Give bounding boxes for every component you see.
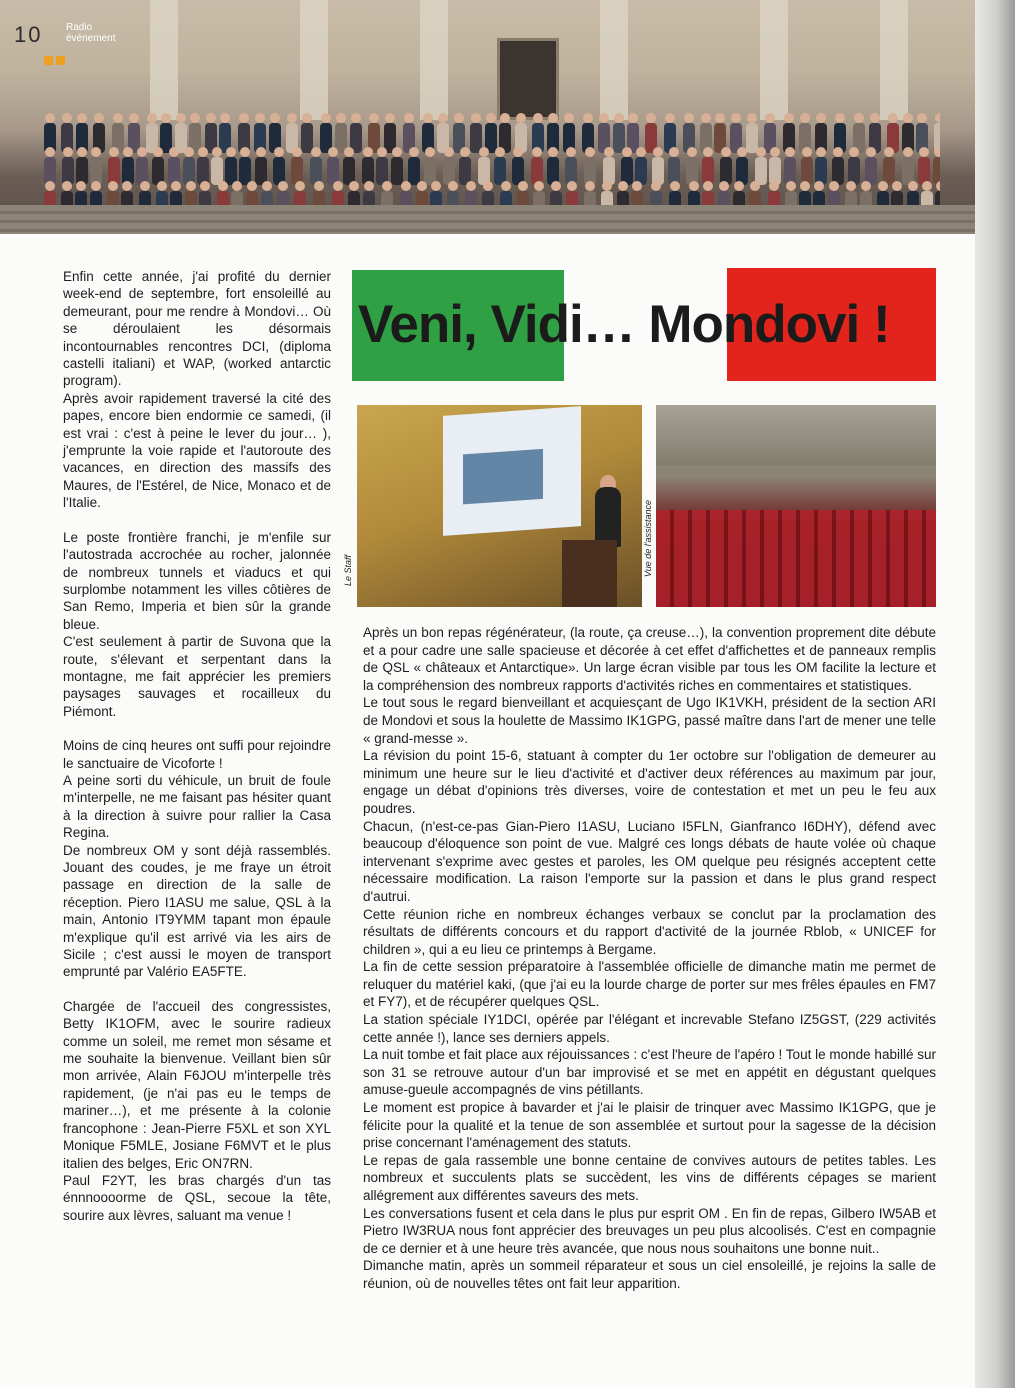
section-subtitle: événement [66, 33, 116, 44]
paragraph: Les conversations fusent et cela dans le plus pur esprit OM . En fin de repas, Gilbero IW5AB et Pietro IW3RUA nous font apprécier des breuvages un peu plus alcoolisés. C'est en compagnie de ce dernier et à une heure très avancée, que nous nous souhaitons une bonne nuit.. [363, 1205, 936, 1256]
paragraph: Le poste frontière franchi, je m'enfile sur l'autostrada accrochée au rocher, jalonnée de nombreux tunnels et viaducs et qui surplombe notamment les villes côtières de San Remo, Imperia et bien sûr la grande bleue. [63, 529, 331, 632]
article-column-right [363, 624, 936, 1293]
paragraph: Le moment est propice à bavarder et j'ai le plaisir de trinquer avec Massimo IK1GPG, que je félicite pour la qualité et la tenue de son assemblée et surtout pour la sagesse de la décision prise concernant l'aménagement des statuts. [363, 1100, 936, 1151]
speaker-figure [595, 487, 621, 547]
stairs [0, 205, 975, 234]
section-name: Radio [66, 22, 93, 33]
page-edge-shadow [975, 0, 1015, 1388]
staff-photo [357, 405, 642, 607]
orange-squares-decoration [44, 52, 68, 70]
projection-screen [443, 406, 581, 536]
paragraph: La nuit tombe et fait place aux réjouissances : c'est l'heure de l'apéro ! Tout le monde habillé sur son 31 se retrouve autour d'un bar improvisé et se met en appétit en dégustant quelques amuse-gueule accompagnés de vins pétillants. [363, 1047, 936, 1098]
article-column-left [63, 268, 331, 1224]
paragraph: Moins de cinq heures ont suffi pour rejoindre le sanctuaire de Vicoforte ! [63, 738, 331, 771]
paragraph: A peine sorti du véhicule, un bruit de foule m'interpelle, ne me faisant pas hésiter quant à la direction à suivre pour rallier la Casa Regina. [63, 772, 331, 841]
photo-caption-audience: Vue de l'assistance [643, 500, 653, 578]
red-seats [656, 510, 936, 607]
section-label [66, 22, 115, 44]
crowd-illustration [40, 95, 940, 220]
page-number: 10 [14, 22, 43, 47]
paragraph: Cette réunion riche en nombreux échanges verbaux se conclut par la proclamation des résultats de différents concours et du rapport d'activité de la journée Rblob, « UNICEF for children », qui a eu lieu ce printemps à Bergame. [363, 906, 936, 957]
paragraph: Le tout sous le regard bienveillant et acquiesçant de Ugo IK1VKH, président de la section ARI de Mondovi et sous la houlette de Massimo IK1GPG, passé maître dans l'art de mener une telle « grand-messe ». [363, 695, 936, 746]
paragraph: Après avoir rapidement traversé la cité des papes, encore bien endormie ce samedi, (il est vrai : c'est à peine le lever du jour… ), j'emprunte la voie rapide et l'autoroute des vacances, en direction des massifs des Maures, de l'Estérel, de Nice, Monaco et de l'Italie. [63, 390, 331, 511]
paragraph: Paul F2YT, les bras chargés d'un tas énnnoooorme de QSL, secoue la tête, sourire aux lèvres, saluant ma venue ! [63, 1172, 331, 1223]
article-title: Veni, Vidi… Mondovi ! [358, 295, 890, 354]
paragraph: Après un bon repas régénérateur, (la route, ça creuse…), la convention proprement dite débute et a pour cadre une salle spacieuse et décorée à cet effet d'affichettes et de panneaux remplis de QSL « châteaux et Antarctique». Un large écran visible par tous les OM facilite la lecture et la compréhension des nombreux rapports d'activités riches en commentaires et statistiques. [363, 625, 936, 693]
paragraph: De nombreux OM y sont déjà rassemblés. Jouant des coudes, je me fraye un étroit passage en direction de la salle de réception. Piero I1ASU me salue, QSL à la main, Antonio IT9YMM tapant mon épaule m'explique qu'il est arrivé via les airs de Sicile ; c'est aussi le moyen de transport emprunté par Valério EA5FTE. [63, 842, 331, 980]
podium [562, 540, 617, 607]
paragraph: Le repas de gala rassemble une bonne centaine de convives autours de petites tables. Les nombreux et succulents plats se succèdent, les vins de différents cépages se marient allégrement aux différentes saveurs des mets. [363, 1152, 936, 1203]
photo-caption-staff: Le Staff [343, 555, 353, 587]
paragraph: Dimanche matin, après un sommeil réparateur et sous un ciel ensoleillé, je rejoins la salle de réunion, où de nouvelles têtes ont fait leur apparition. [363, 1258, 936, 1291]
paragraph: La fin de cette session préparatoire à l'assemblée officielle de dimanche matin me permet de reluquer du matériel kaki, (que j'ai eu la lourde charge de porter sur mes frêles épaules en FM7 et FY7), et de récupérer quelques QSL. [363, 959, 936, 1010]
paragraph: La révision du point 15-6, statuant à compter du 1er octobre sur l'obligation de demeurer au minimum une heure sur le lieu d'activité et d'activer deux références au maximum par jour, engage un débat d'opinions très diverses, voire de contestation et met un peu le feu aux poudres. [363, 748, 936, 816]
paragraph: La station spéciale IY1DCI, opérée par l'élégant et increvable Stefano IZ5GST, (229 activités cette année !), lance ses derniers appels. [363, 1012, 936, 1045]
paragraph: C'est seulement à partir de Suvona que la route, s'élevant et serpentant dans la montagne, me fait apprécier les premiers paysages sauvages et rocailleux du Piémont. [63, 634, 331, 719]
paragraph: Enfin cette année, j'ai profité du dernier week-end de septembre, fort ensoleillé au demeurant, pour me rendre à Mondovi… Où se déroulaient les désormais incontournables rencontres DCI, (diploma castelli italiani) et WAP, (worked antarctic program). [63, 269, 331, 389]
audience-photo [656, 405, 936, 607]
paragraph: Chacun, (n'est-ce-pas Gian-Piero I1ASU, Luciano I5FLN, Gianfranco I6DHY), défend avec beaucoup d'éloquence son point de vue. Malgré ces longs débats de haute volée où chaque intervenant s'exprime avec gestes et paroles, les OM quelque peu résignés acceptent cette nécessaire modification. La raison l'emporte sur la passion et dans le plus grand respect d'autrui. [363, 818, 936, 904]
group-photo [0, 0, 975, 234]
paragraph: Chargée de l'accueil des congressistes, Betty IK1OFM, avec le sourire radieux comme un soleil, me remet mon sésame et me souhaite la bienvenue. Veillant bien sûr mon arrivée, Alain F6JOU m'interpelle très rapidement, (je n'ai pas eu le temps de mariner…), et me présente à la colonie francophone : Jean-Pierre F5XL et son XYL Monique F5MLE, Josiane F6MVT et le plus italien des belges, Eric ON7RN. [63, 998, 331, 1171]
